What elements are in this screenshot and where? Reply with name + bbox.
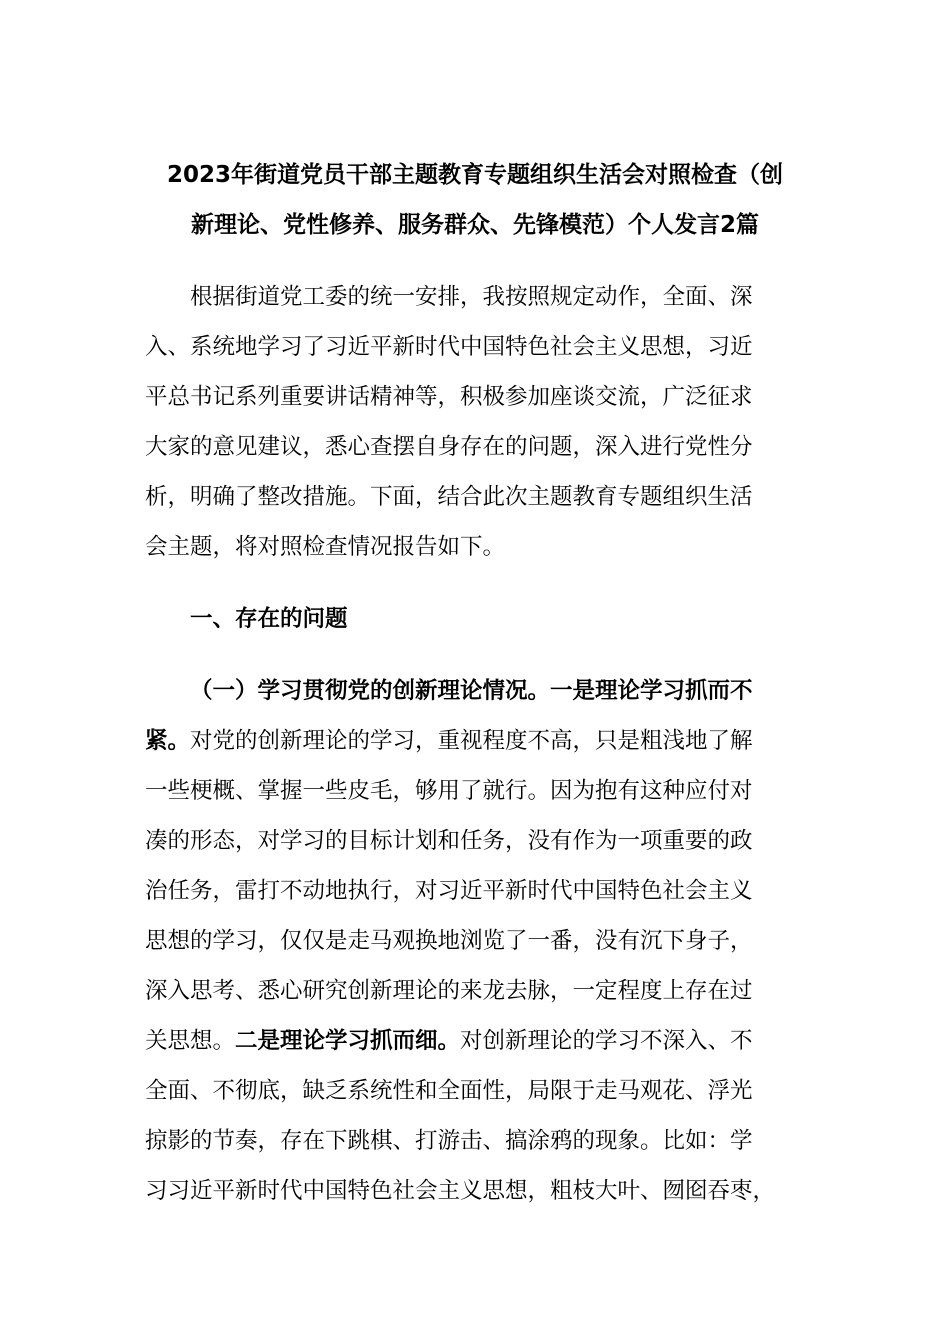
section-paragraph [145,666,810,1216]
document-title [140,150,810,250]
text-run: 对党的创新理论的学习，重视程度不高，只是粗浅地了解 [190,728,753,754]
bold-run: 二是理论学习抓而细。 [235,1028,461,1054]
text-run: 关思想。 [145,1028,236,1054]
paragraph-line: 根据街道党工委的统一安排，我按照规定动作，全面、深 [190,284,753,310]
paragraph-line [145,716,810,766]
paragraph-line: 析，明确了整改措施。下面，结合此次主题教育专题组织生活 [145,484,753,510]
paragraph-line: 入、系统地学习了习近平新时代中国特色社会主义思想，习近 [145,334,753,360]
paragraph-line: 大家的意见建议，悉心查摆自身存在的问题，深入进行党性分 [145,434,753,460]
title-line: 新理论、党性修养、服务群众、先锋模范）个人发言2篇 [190,212,759,238]
paragraph-line [145,1016,810,1066]
paragraph-line: 治任务，雷打不动地执行，对习近平新时代中国特色社会主义 [145,878,753,904]
paragraph-line: 会主题，将对照检查情况报告如下。 [145,534,506,560]
text-run: 对创新理论的学习不深入、不 [460,1028,753,1054]
bold-run: 紧。 [145,728,191,754]
subsection-heading: （一）学习贯彻党的创新理论情况。一是理论学习抓而不 [190,678,753,704]
paragraph-line: 掠影的节奏，存在下跳棋、打游击、搞涂鸦的现象。比如：学 [145,1128,753,1154]
paragraph-line: 习习近平新时代中国特色社会主义思想，粗枝大叶、囫囵吞枣， [145,1178,776,1204]
paragraph-line: 凑的形态，对学习的目标计划和任务，没有作为一项重要的政 [145,828,753,854]
section-heading-text: 一、存在的问题 [190,606,348,632]
paragraph-line: 深入思考、悉心研究创新理论的来龙去脉，一定程度上存在过 [145,978,753,1004]
paragraph-line: 平总书记系列重要讲话精神等，积极参加座谈交流，广泛征求 [145,384,753,410]
paragraph-line: 思想的学习，仅仅是走马观换地浏览了一番，没有沉下身子， [145,928,753,954]
title-line: 2023年街道党员干部主题教育专题组织生活会对照检查（创 [166,162,783,188]
paragraph-line: 全面、不彻底，缺乏系统性和全面性，局限于走马观花、浮光 [145,1078,753,1104]
paragraph-line: 一些梗概、掌握一些皮毛，够用了就行。因为抱有这种应付对 [145,778,753,804]
intro-paragraph [145,272,810,572]
section-heading [145,594,810,644]
